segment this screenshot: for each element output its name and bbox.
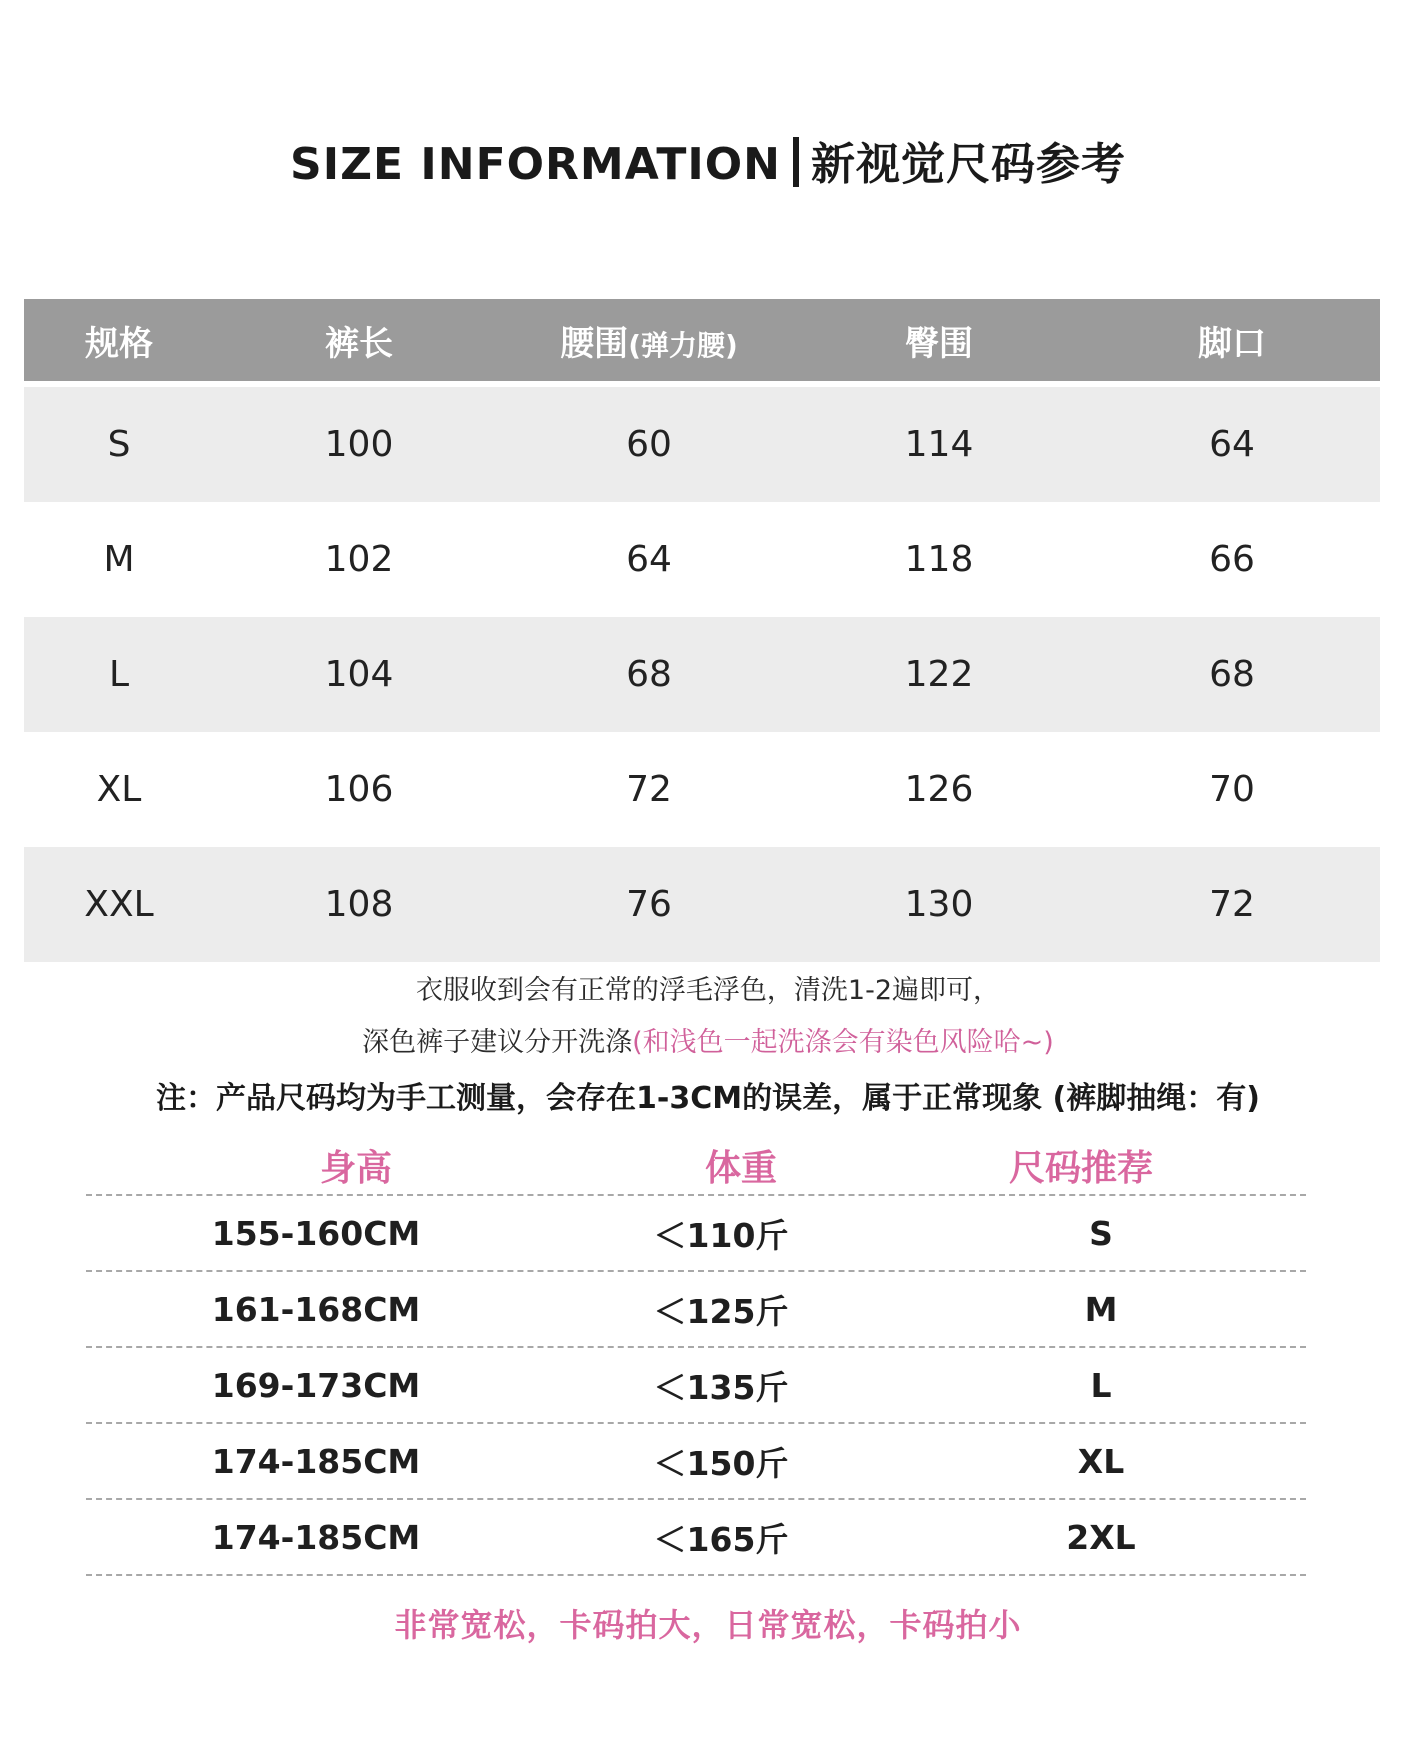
cell-hem: 64 [1209, 424, 1255, 465]
cell-height: 169-173CM [211, 1365, 421, 1405]
title-en: SIZE INFORMATION [290, 139, 781, 190]
recommend-row [86, 1422, 1306, 1498]
cell-waist: 72 [626, 769, 672, 810]
cell-length: 104 [324, 654, 394, 695]
cell-size: 2XL [1066, 1517, 1136, 1557]
cell-height: 155-160CM [211, 1213, 421, 1253]
recommend-header [86, 1140, 1306, 1194]
cell-size: S [107, 424, 131, 465]
cell-weight: ＜125斤 [653, 1291, 789, 1331]
table-row [24, 502, 1380, 617]
cell-hem: 72 [1209, 884, 1255, 925]
cell-hip: 126 [904, 769, 974, 810]
cell-size: L [1090, 1365, 1112, 1405]
header-hip: 臀围 [905, 323, 973, 364]
table-row [24, 617, 1380, 732]
cell-hip: 130 [904, 884, 974, 925]
cell-height: 161-168CM [211, 1289, 421, 1329]
cell-hem: 66 [1209, 539, 1255, 580]
cell-length: 100 [324, 424, 394, 465]
cell-size: XL [1077, 1441, 1125, 1481]
cell-waist: 68 [626, 654, 672, 695]
cell-hem: 70 [1209, 769, 1255, 810]
cell-size: M [1084, 1289, 1118, 1329]
header-height: 身高 [319, 1148, 392, 1189]
cell-size: L [108, 654, 130, 695]
cell-height: 174-185CM [211, 1517, 421, 1557]
cell-waist: 60 [626, 424, 672, 465]
header-weight: 体重 [704, 1148, 777, 1189]
cell-weight: ＜135斤 [653, 1367, 789, 1407]
cell-hip: 122 [904, 654, 974, 695]
cell-waist: 64 [626, 539, 672, 580]
note-wash-2-main: 深色裤子建议分开洗涤 [362, 1027, 633, 1058]
cell-size: M [103, 539, 135, 580]
recommend-table [86, 1140, 1306, 1576]
cell-length: 106 [324, 769, 394, 810]
cell-weight: ＜150斤 [653, 1443, 789, 1483]
table-row [24, 387, 1380, 502]
cell-weight: ＜165斤 [653, 1519, 789, 1559]
header-waist-label: 腰围 [560, 323, 629, 364]
note-wash-1: 衣服收到会有正常的浮毛浮色，清洗1-2遍即可， [415, 975, 1001, 1006]
table-row [24, 732, 1380, 847]
size-table-header [24, 299, 1380, 381]
header-waist-note: (弹力腰) [628, 328, 738, 362]
recommend-row [86, 1346, 1306, 1422]
table-row [24, 847, 1380, 962]
header-size: 规格 [85, 323, 153, 364]
note-measurement: 注：产品尺码均为手工测量，会存在1-3CM的误差，属于正常现象 (裤脚抽绳：有) [156, 1081, 1260, 1116]
page-title [0, 128, 1416, 192]
size-table [24, 299, 1380, 962]
cell-length: 108 [324, 884, 394, 925]
cell-hem: 68 [1209, 654, 1255, 695]
title-divider [793, 137, 799, 187]
header-waist [504, 316, 794, 365]
cell-size: XXL [84, 884, 154, 925]
cell-waist: 76 [626, 884, 672, 925]
cell-weight: ＜110斤 [653, 1215, 789, 1255]
recommend-row [86, 1270, 1306, 1346]
note-wash-2 [0, 1020, 1416, 1059]
cell-length: 102 [324, 539, 394, 580]
title-cn: 新视觉尺码参考 [810, 139, 1126, 190]
cell-hip: 114 [904, 424, 974, 465]
cell-size: XL [96, 769, 142, 810]
header-recommend: 尺码推荐 [1008, 1148, 1153, 1189]
note-wash-2-warning: (和浅色一起洗涤会有染色风险哈~) [632, 1027, 1054, 1058]
cell-size: S [1089, 1213, 1113, 1253]
header-length: 裤长 [325, 323, 393, 364]
cell-height: 174-185CM [211, 1441, 421, 1481]
recommend-row [86, 1194, 1306, 1270]
header-hem: 脚口 [1198, 323, 1266, 364]
recommend-row [86, 1498, 1306, 1576]
fit-advice: 非常宽松，卡码拍大，日常宽松，卡码拍小 [394, 1606, 1022, 1644]
cell-hip: 118 [904, 539, 974, 580]
